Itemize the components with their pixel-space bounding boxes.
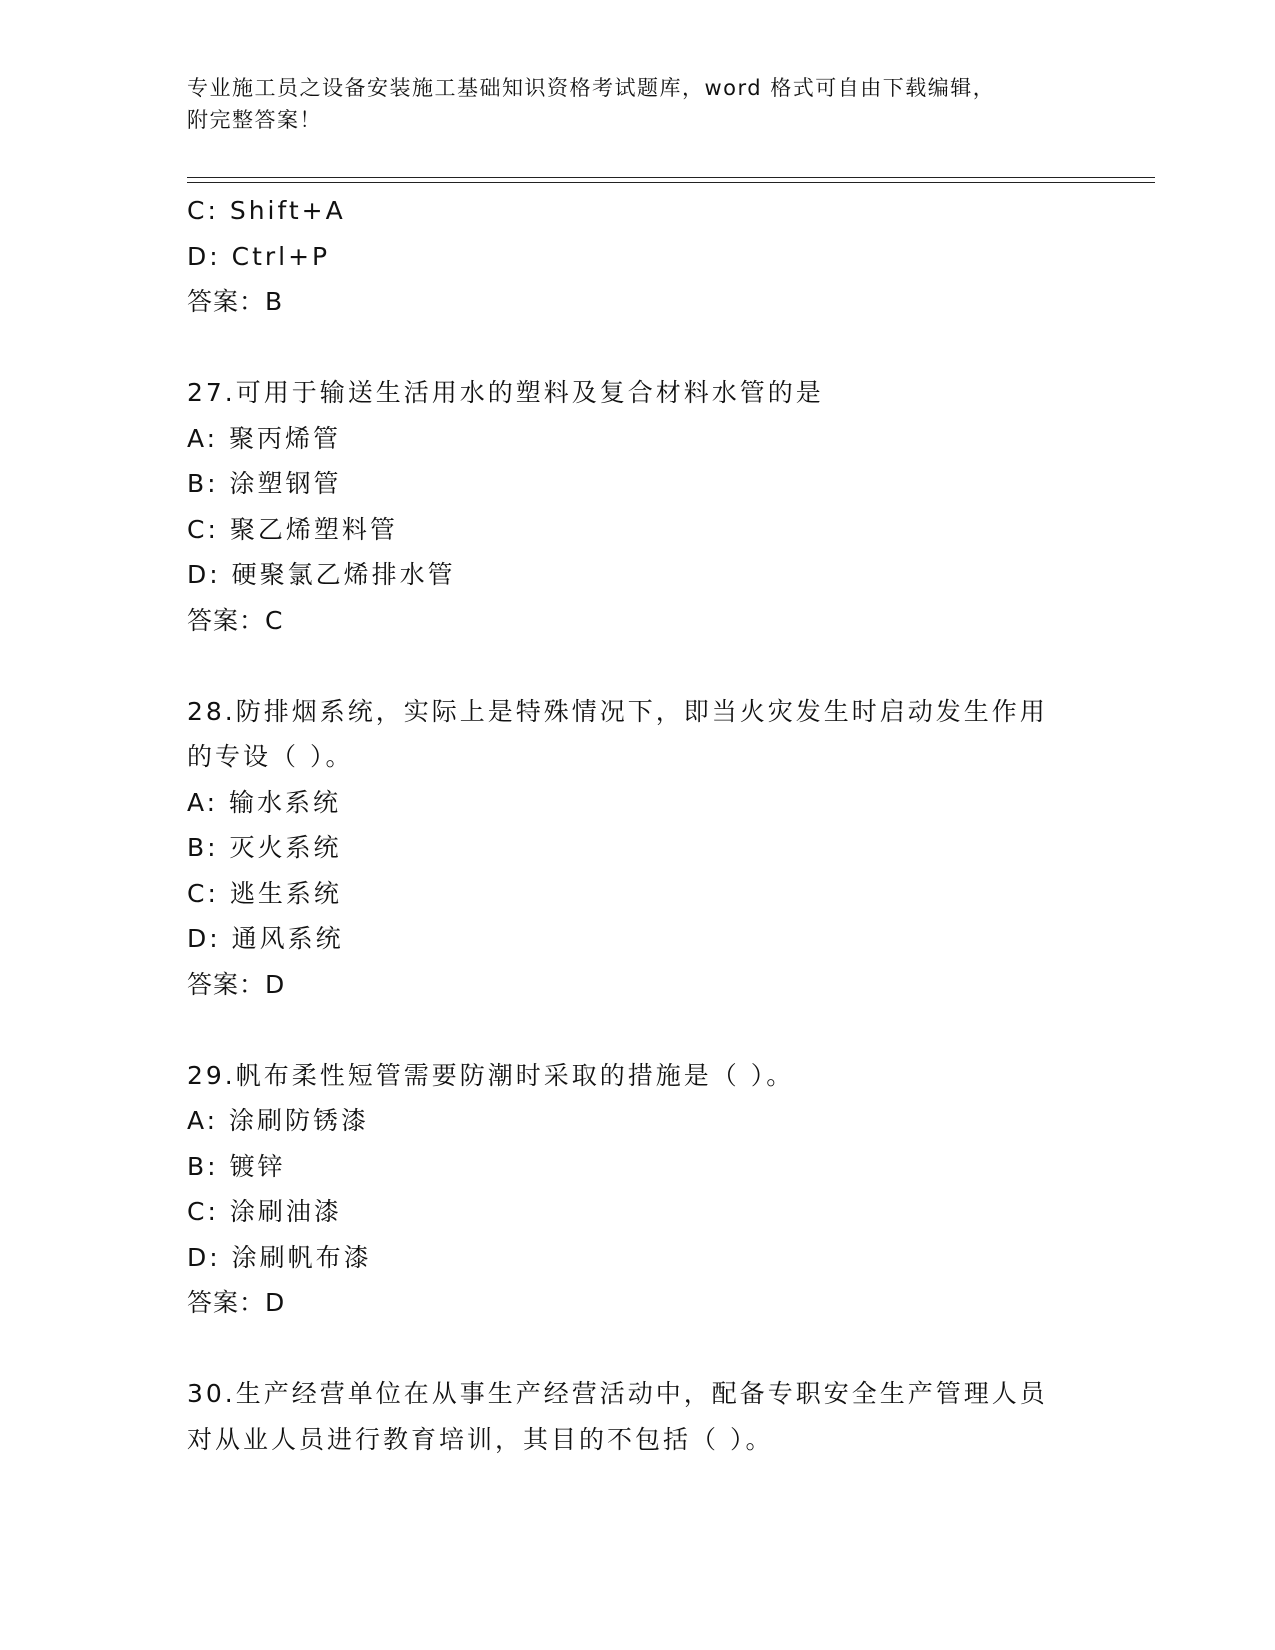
option-b: B: 灭火系统 [187,833,342,862]
option-b: B: 涂塑钢管 [187,469,342,498]
answer: 答案：B [187,287,284,316]
header-rule-top [187,177,1155,178]
document-header [187,72,1067,136]
option-a: A: 输水系统 [187,787,342,817]
question-stem: 29.帆布柔性短管需要防潮时采取的措施是（ ）。 [187,1060,795,1090]
question-stem-line-1: 28.防排烟系统，实际上是特殊情况下，即当火灾发生时启动发生作用 [187,696,1048,726]
question-stem-line-2: 的专设（ ）。 [187,742,354,771]
question-29 [187,1053,1087,1326]
option-d: D: 硬聚氯乙烯排水管 [187,560,456,589]
question-28 [187,689,1087,1008]
question-stem-line-2: 对从业人员进行教育培训，其目的不包括（ ）。 [187,1424,774,1454]
question-27 [187,370,1087,643]
option-a: A: 聚丙烯管 [187,423,342,453]
question-30 [187,1371,1087,1462]
question-stem: 27.可用于输送生活用水的塑料及复合材料水管的是 [187,378,824,407]
option-c: C: 聚乙烯塑料管 [187,514,398,544]
question-list [187,188,1087,1462]
spacer [187,325,1087,371]
option-d: D: 通风系统 [187,924,344,953]
header-line-1: 专业施工员之设备安装施工基础知识资格考试题库，word 格式可自由下载编辑， [187,76,996,100]
header-rule-bottom [187,182,1155,183]
option-d: D: 涂刷帆布漆 [187,1242,372,1272]
answer: 答案：D [187,969,286,999]
answer: 答案：C [187,605,284,635]
spacer [187,643,1087,689]
option-a: A: 涂刷防锈漆 [187,1106,370,1135]
spacer [187,1007,1087,1053]
option-c: C: 逃生系统 [187,878,342,908]
option-b: B: 镀锌 [187,1151,286,1181]
header-line-2: 附完整答案！ [187,108,322,132]
question-stem-line-1: 30.生产经营单位在从事生产经营活动中，配备专职安全生产管理人员 [187,1379,1048,1408]
option-c: C: 涂刷油漆 [187,1197,342,1226]
answer: 答案：D [187,1288,286,1317]
option-d: D: Ctrl+P [187,241,331,271]
spacer [187,1326,1087,1372]
option-c: C: Shift+A [187,196,346,225]
question-26-tail [187,188,1087,325]
